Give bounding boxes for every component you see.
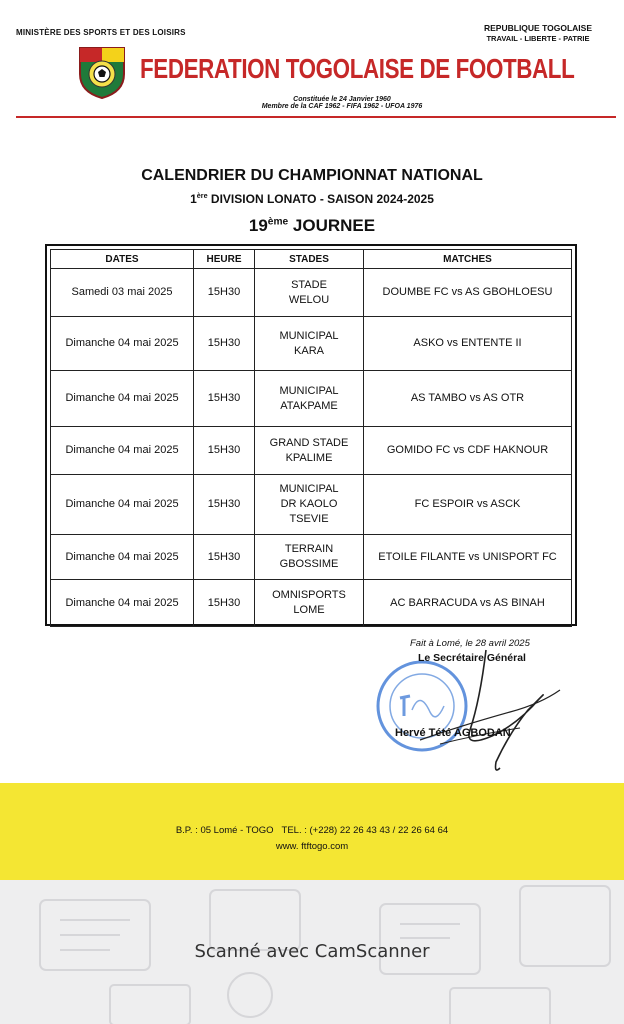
cell-match: ASKO vs ENTENTE II <box>364 317 572 371</box>
membership-info: Membre de la CAF 1962 - FIFA 1962 - UFOA 1976 <box>261 103 423 110</box>
cell-date: Dimanche 04 mai 2025 <box>51 475 194 535</box>
cell-heure: 15H30 <box>194 475 255 535</box>
cell-date: Dimanche 04 mai 2025 <box>51 427 194 475</box>
constituted-date: Constituée le 24 Janvier 1960 <box>293 96 391 103</box>
stade-line: DR KAOLO <box>280 498 338 510</box>
table-row <box>51 580 572 627</box>
table-row <box>51 269 572 317</box>
camscanner-label: Scanné avec CamScanner <box>194 941 430 962</box>
signature-role: Le Secrétaire Général <box>418 652 526 664</box>
cell-stade <box>255 580 364 627</box>
ministry-label: MINISTÈRE DES SPORTS ET DES LOISIRS <box>16 28 186 37</box>
cell-date: Dimanche 04 mai 2025 <box>51 580 194 627</box>
stade-line: GRAND STADE <box>269 436 349 449</box>
stade-line: ATAKPAME <box>280 399 338 412</box>
journee-suffix: ème <box>267 216 289 228</box>
cell-match: AC BARRACUDA vs AS BINAH <box>364 580 572 627</box>
republic-label: REPUBLIQUE TOGOLAISE <box>484 23 592 33</box>
cell-heure: 15H30 <box>194 427 255 475</box>
cell-stade <box>255 535 364 580</box>
cell-match: DOUMBE FC vs AS GBOHLOESU <box>364 269 572 317</box>
stade-line: KARA <box>294 344 324 357</box>
stade-line: OMNISPORTS <box>272 589 346 601</box>
cell-stade <box>255 475 364 535</box>
schedule-table <box>50 249 572 627</box>
constitution-info <box>0 96 624 110</box>
cell-stade <box>255 371 364 427</box>
cell-match: GOMIDO FC vs CDF HAKNOUR <box>364 427 572 475</box>
handwritten-signature <box>400 640 570 780</box>
cell-heure: 15H30 <box>194 317 255 371</box>
table-row <box>51 535 572 580</box>
cell-heure: 15H30 <box>194 580 255 627</box>
header-stades: STADES <box>255 250 364 269</box>
table-row <box>51 427 572 475</box>
stade-line: STADE <box>291 278 327 291</box>
cell-date: Samedi 03 mai 2025 <box>51 269 194 317</box>
header-dates: DATES <box>51 250 194 269</box>
stade-line: TSEVIE <box>289 513 329 525</box>
republic-block <box>484 23 592 43</box>
footer-phone: TEL. : (+228) 22 26 43 43 / 22 26 64 64 <box>281 825 449 836</box>
cell-stade <box>255 317 364 371</box>
cell-match: FC ESPOIR vs ASCK <box>364 475 572 535</box>
schedule-table-frame <box>45 244 577 626</box>
federation-title: FEDERATION TOGOLAISE DE FOOTBALL <box>140 53 575 84</box>
division-suffix: ère <box>196 191 208 200</box>
stade-line: GBOSSIME <box>279 558 339 570</box>
federation-logo <box>74 44 130 100</box>
division-subtitle <box>0 191 624 206</box>
footer-address: B.P. : 05 Lomé - TOGO <box>175 825 274 836</box>
cell-date: Dimanche 04 mai 2025 <box>51 317 194 371</box>
table-row <box>51 371 572 427</box>
journee-text: JOURNEE <box>288 216 376 235</box>
header-heure: HEURE <box>194 250 255 269</box>
cell-heure: 15H30 <box>194 535 255 580</box>
stade-line: MUNICIPAL <box>279 483 339 495</box>
header-divider <box>16 116 616 118</box>
cell-heure: 15H30 <box>194 269 255 317</box>
cell-match: ETOILE FILANTE vs UNISPORT FC <box>364 535 572 580</box>
cell-heure: 15H30 <box>194 371 255 427</box>
signature-place-date: Fait à Lomé, le 28 avril 2025 <box>410 638 530 649</box>
stade-line: KPALIME <box>285 451 333 464</box>
cell-stade <box>255 269 364 317</box>
table-row <box>51 317 572 371</box>
stade-line: LOME <box>293 604 325 616</box>
signatory-name: Hervé Tété AGBODAN <box>395 727 511 739</box>
stade-line: TERRAIN <box>284 543 334 555</box>
stade-line: MUNICIPAL <box>279 329 339 342</box>
journee-number: 19 <box>248 216 268 235</box>
cell-date: Dimanche 04 mai 2025 <box>51 535 194 580</box>
division-text: DIVISION LONATO - SAISON 2024-2025 <box>207 192 434 206</box>
motto-label: TRAVAIL - LIBERTE - PATRIE <box>486 34 590 43</box>
journee-title <box>0 216 624 236</box>
header-matches: MATCHES <box>364 250 572 269</box>
calendar-title: CALENDRIER DU CHAMPIONNAT NATIONAL <box>141 167 483 184</box>
footer-contact <box>0 825 624 836</box>
stade-line: MUNICIPAL <box>279 384 339 397</box>
stade-line: WELOU <box>288 293 330 306</box>
footer-website: www. ftftogo.com <box>275 841 349 852</box>
division-number: 1 <box>190 192 197 206</box>
cell-date: Dimanche 04 mai 2025 <box>51 371 194 427</box>
table-header-row <box>51 250 572 269</box>
cell-stade <box>255 427 364 475</box>
table-row <box>51 475 572 535</box>
cell-match: AS TAMBO vs AS OTR <box>364 371 572 427</box>
